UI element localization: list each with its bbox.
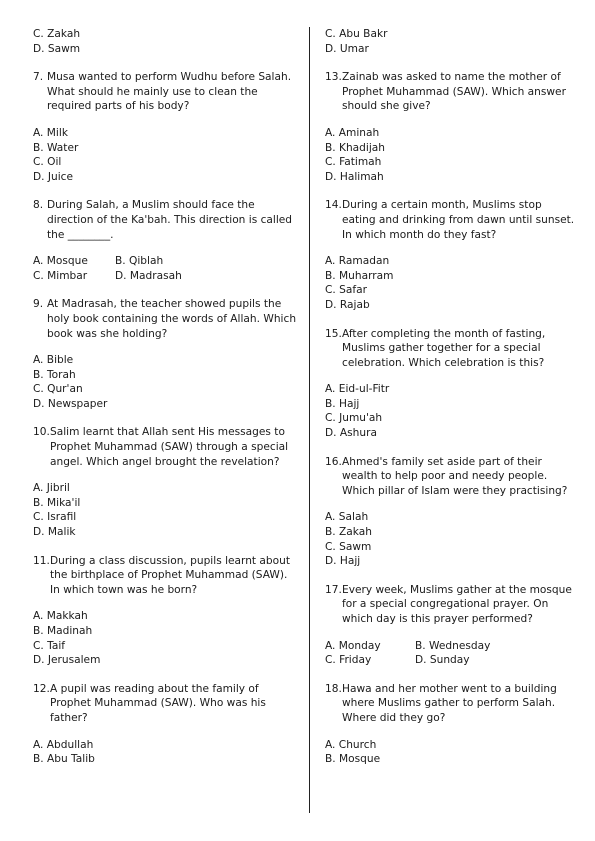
question-15	[325, 327, 577, 371]
option: B. Zakah	[325, 526, 372, 539]
option: A. Eid-ul-Fitr	[325, 383, 390, 396]
question-13	[325, 70, 577, 114]
option: B. Mika'il	[33, 496, 81, 509]
question-number: 13.	[325, 71, 342, 84]
right-column	[325, 27, 577, 767]
options-grid	[325, 639, 577, 668]
option: B. Qiblah	[115, 255, 164, 268]
option: C. Abu Bakr	[325, 28, 388, 40]
question-number: 18.	[325, 682, 342, 695]
question-number: 8.	[33, 199, 44, 212]
question-text: Musa wanted to perform Wudhu before Salah. What should he mainly use to clean the required parts of his body?	[47, 71, 292, 113]
option: D. Juice	[33, 170, 74, 183]
option: A. Monday	[325, 639, 381, 652]
option: B. Madinah	[33, 625, 93, 637]
option: B. Water	[33, 141, 79, 154]
option: C. Friday	[325, 654, 372, 667]
options-grid	[33, 254, 298, 283]
option: A. Aminah	[325, 126, 380, 139]
option: D. Malik	[33, 526, 76, 539]
option: C. Qur'an	[33, 383, 83, 396]
question-number: 11.	[33, 554, 50, 567]
option: D. Umar	[325, 42, 369, 55]
question-text: Ahmed's family set aside part of their wealth to help poor and needy people. Which pillar of Islam were they practising?	[342, 455, 568, 497]
option: A. Makkah	[33, 610, 88, 623]
question-7	[33, 70, 298, 114]
option: A. Bible	[33, 354, 74, 367]
option: C. Fatimah	[325, 156, 382, 169]
question-10	[33, 425, 298, 469]
option: D. Hajj	[325, 555, 361, 568]
column-divider	[309, 27, 310, 813]
question-number: 17.	[325, 583, 342, 596]
option: C. Oil	[33, 156, 62, 169]
question-number: 14.	[325, 199, 342, 212]
option: A. Church	[325, 738, 377, 751]
option: B. Torah	[33, 368, 76, 381]
question-text: Hawa and her mother went to a building where Muslims gather to perform Salah. Where did they go?	[342, 682, 557, 724]
option: A. Jibril	[33, 482, 70, 495]
question-9	[33, 297, 298, 341]
left-column	[33, 27, 298, 767]
option: D. Halimah	[325, 170, 384, 183]
option: C. Mimbar	[33, 269, 88, 282]
option: D. Newspaper	[33, 397, 108, 410]
question-number: 15.	[325, 327, 342, 340]
question-number: 9.	[33, 298, 44, 311]
option: B. Hajj	[325, 397, 360, 410]
question-text: Salim learnt that Allah sent His messages to Prophet Muhammad (SAW) through a special angel. Which angel brought the revelation?	[50, 426, 289, 468]
question-18	[325, 682, 577, 726]
question-11	[33, 554, 298, 598]
question-14	[325, 198, 577, 242]
question-text: During a class discussion, pupils learnt about the birthplace of Prophet Muhammad (SAW). In which town was he born?	[50, 554, 290, 596]
question-16	[325, 455, 577, 499]
option: C. Israfil	[33, 511, 77, 524]
option: D. Jerusalem	[33, 654, 101, 667]
option: C. Taif	[33, 639, 66, 652]
option: D. Rajab	[325, 298, 370, 311]
question-number: 7.	[33, 71, 44, 84]
question-text: A pupil was reading about the family of Prophet Muhammad (SAW). Who was his father?	[50, 682, 266, 724]
option: D. Sunday	[415, 654, 470, 667]
option: C. Jumu'ah	[325, 412, 383, 425]
option: B. Wednesday	[415, 639, 491, 652]
question-number: 10.	[33, 426, 50, 439]
option: D. Madrasah	[115, 269, 182, 282]
option: A. Salah	[325, 511, 369, 524]
option: A. Abdullah	[33, 738, 94, 751]
question-text: Every week, Muslims gather at the mosque for a special congregational prayer. On which day is this prayer performed?	[342, 583, 572, 625]
option: B. Abu Talib	[33, 753, 95, 766]
question-text: At Madrasah, the teacher showed pupils the holy book containing the words of Allah. Which book was she holding?	[47, 298, 297, 340]
question-text: During Salah, a Muslim should face the direction of the Ka'bah. This direction is called the ________.	[47, 199, 293, 241]
question-number: 12.	[33, 682, 50, 695]
option: D. Ashura	[325, 427, 377, 440]
option: C. Zakah	[33, 28, 81, 40]
option: B. Muharram	[325, 269, 394, 282]
option: A. Milk	[33, 126, 68, 139]
question-text: During a certain month, Muslims stop eating and drinking from dawn until sunset. In which month do they fast?	[342, 199, 575, 241]
question-8	[33, 198, 298, 242]
question-number: 16.	[325, 455, 342, 468]
option: B. Mosque	[325, 753, 381, 766]
option: B. Khadijah	[325, 141, 385, 154]
question-17	[325, 583, 577, 627]
question-12	[33, 682, 298, 726]
option: D. Sawm	[33, 42, 81, 55]
option: C. Safar	[325, 284, 367, 297]
option: A. Mosque	[33, 255, 88, 268]
option: A. Ramadan	[325, 255, 390, 268]
question-text: Zainab was asked to name the mother of Prophet Muhammad (SAW). Which answer should she give?	[342, 71, 566, 113]
option: C. Sawm	[325, 540, 372, 553]
question-text: After completing the month of fasting, Muslims gather together for a special celebration. Which celebration is this?	[342, 327, 546, 369]
